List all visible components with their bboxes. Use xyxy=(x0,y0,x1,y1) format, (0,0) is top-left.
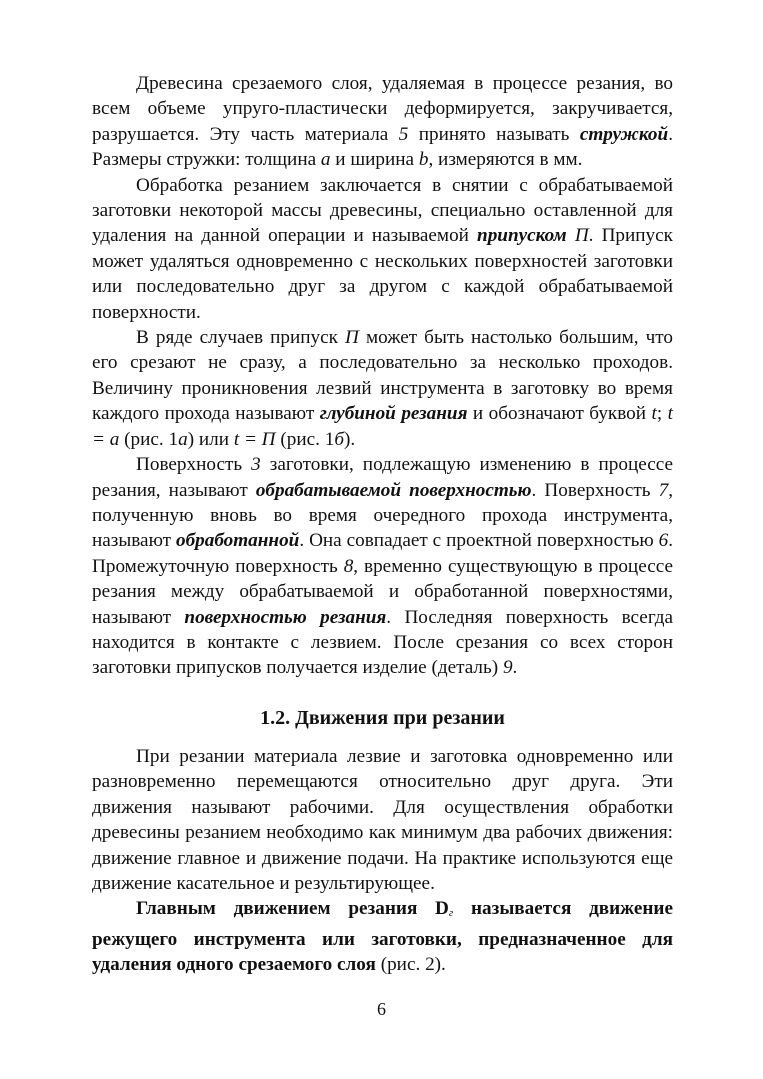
figure-reference: (рис. 2). xyxy=(375,954,446,976)
text-span: . Припуск может удаляться одновременно с нескольких поверхностей заготовки или последовательно друг за другом с каждой обрабатываемой поверхности. xyxy=(92,225,673,323)
text-span: . Последняя поверхность всегда находится в контакте с лезвием. После срезания со всех сторон заготовки припусков получается изделие (деталь) xyxy=(92,606,674,679)
paragraph-surfaces xyxy=(92,452,673,681)
paragraph-cutting-depth xyxy=(92,325,673,452)
text-span: . Она совпадает с проектной поверхностью xyxy=(299,530,659,552)
text-span: . Поверхность xyxy=(531,479,659,501)
italic-symbol: П xyxy=(574,225,589,247)
text-span: . Размеры стружки: толщина xyxy=(92,123,673,171)
italic-number: 3 xyxy=(251,454,261,476)
paragraph-chip-definition xyxy=(92,71,673,173)
text-span: ; xyxy=(656,403,668,425)
text-span: и обозначают буквой xyxy=(467,403,652,425)
term-allowance: припуском xyxy=(477,225,567,247)
italic-symbol: t xyxy=(651,403,657,425)
bold-definition: Главным движением резания D xyxy=(136,898,449,920)
text-span: Обработка резанием заключается в снятии с обрабатываемой заготовки некоторой массы древесины, специально оставленной для удаления на данной операции и называемой xyxy=(92,174,673,247)
term-machined: обработанной xyxy=(175,530,300,552)
text-span: заготовки, подлежащую изменению в процессе резания, называют xyxy=(92,454,674,501)
italic-symbol: b xyxy=(418,149,429,171)
paragraph-main-motion xyxy=(92,896,673,977)
text-span: . xyxy=(512,657,518,679)
text-span xyxy=(567,225,575,246)
text-span: ). xyxy=(343,428,356,450)
italic-number: 5 xyxy=(398,123,409,145)
paragraph-allowance xyxy=(92,173,673,325)
italic-figure-letter: б xyxy=(334,428,344,450)
italic-figure-letter: а xyxy=(178,428,188,450)
italic-formula: t = a xyxy=(92,403,673,450)
text-span: и ширина xyxy=(330,149,419,171)
paragraph-working-motions xyxy=(92,744,673,896)
text-span: В ряде случаев припуск xyxy=(136,327,346,349)
term-chip: стружкой xyxy=(579,123,669,145)
italic-number: 7 xyxy=(658,479,669,501)
italic-symbol: П xyxy=(345,327,359,349)
page-number: 6 xyxy=(377,999,386,1019)
italic-number: 8 xyxy=(343,555,354,577)
text-span: ) или xyxy=(187,428,234,450)
text-span: При резании материала лезвие и заготовка одновременно или разновременно перемещаются относительно друг друга. Эти движения называют рабочими. Для осуществления обработки древесины резанием необходимо как минимум два рабочих движения: движение главное и движение подачи. На практике используются еще движение касательное и результирующее. xyxy=(92,746,673,895)
term-cutting-depth: глубиной резания xyxy=(319,403,468,425)
text-span: , измеряются в мм. xyxy=(428,149,583,171)
bold-definition: называется движение режущего инструмента или заготовки, предназначенное для удаления одного срезаемого слоя xyxy=(92,898,673,976)
section-heading: 1.2. Движения при резании xyxy=(260,707,505,729)
term-cutting-surface: поверхностью резания xyxy=(184,606,387,628)
text-span: (рис. 1 xyxy=(119,428,179,450)
text-span: Поверхность xyxy=(136,454,252,476)
italic-symbol: a xyxy=(320,149,331,171)
italic-number: 9 xyxy=(502,657,513,679)
text-span: может быть настолько большим, что его срезают не сразу, а последовательно за несколько проходов. Величину проникновения лезвий инструмента в заготовку во время каждого прохода называют xyxy=(92,327,673,425)
text-span: . Промежуточную поверхность xyxy=(92,530,673,577)
text-span: (рис. 1 xyxy=(275,428,335,450)
italic-number: 6 xyxy=(658,530,669,552)
text-span: , временно существующую в процессе резания между обрабатываемой и обработанной поверхностями, называют xyxy=(92,555,673,628)
term-work-surface: обрабатываемой поверхностью xyxy=(255,479,532,501)
italic-formula: t = П xyxy=(233,428,276,450)
text-span: , полученную вновь во время очередного прохода инструмента, называют xyxy=(92,479,673,552)
body-text-upper xyxy=(92,71,673,681)
subscript-letter: г xyxy=(448,907,454,920)
body-text-lower xyxy=(92,744,673,978)
text-span: Древесина срезаемого слоя, удаляемая в процессе резания, во всем объеме упруго-пластически деформируется, закручивается, разрушается. Эту часть материала xyxy=(92,73,673,145)
text-span: принято называть xyxy=(408,123,580,145)
